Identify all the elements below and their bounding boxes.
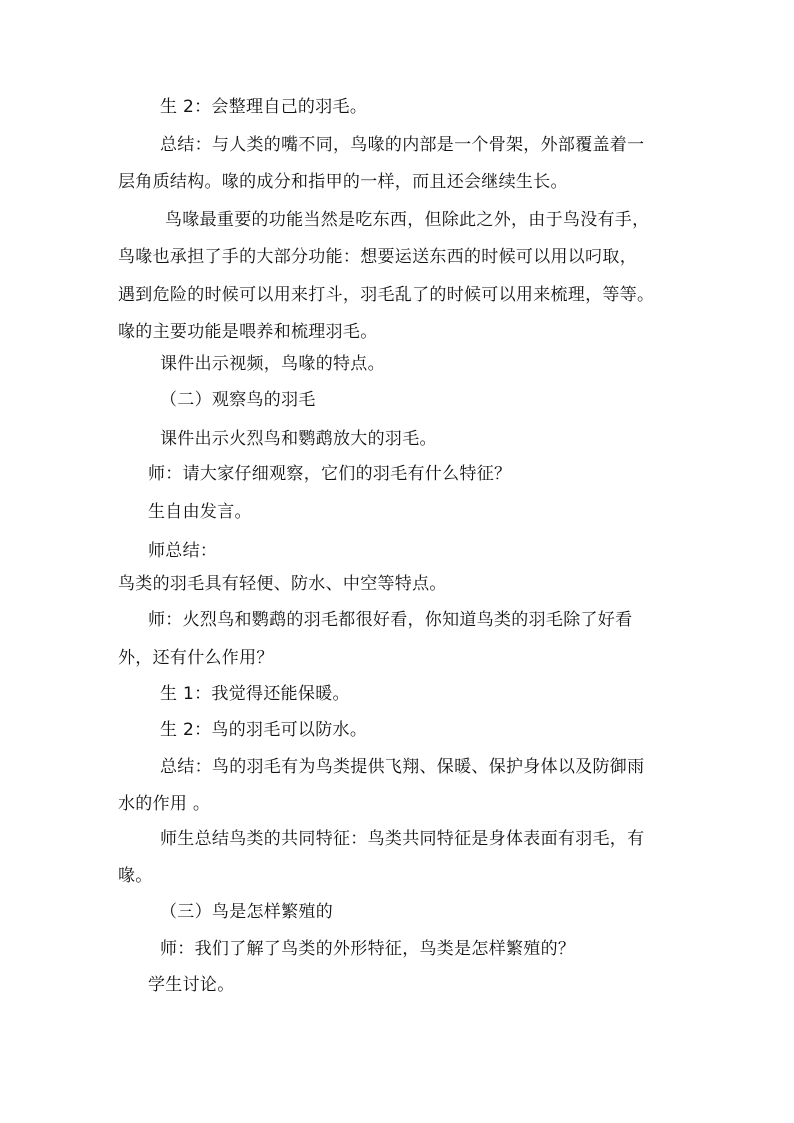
paragraph-line: 鸟喙也承担了手的大部分功能：想要运送东西的时候可以用以叼取， [118,247,637,267]
paragraph-line: 生自由发言。 [148,502,252,522]
paragraph-line: 遇到危险的时候可以用来打斗，羽毛乱了的时候可以用来梳理，等等。 [118,285,655,305]
paragraph-line: 生 2：会整理自己的羽毛。 [160,97,368,117]
paragraph-line: 生 1：我觉得还能保暖。 [160,684,350,704]
paragraph-line: 喙。 [118,866,153,886]
paragraph-line: 水的作用 。 [118,794,211,814]
paragraph-line: 课件出示视频，鸟喙的特点。 [160,354,385,374]
paragraph-line: 喙的主要功能是喂养和梳理羽毛。 [118,322,378,342]
section-heading: （三）鸟是怎样繁殖的 [160,902,333,922]
paragraph-line: 鸟喙最重要的功能当然是吃东西，但除此之外，由于鸟没有手， [165,210,650,230]
paragraph-line: 总结：与人类的嘴不同，鸟喙的内部是一个骨架，外部覆盖着一 [160,135,645,155]
paragraph-line: 师：火烈鸟和鹦鹉的羽毛都很好看，你知道鸟类的羽毛除了好看 [148,610,633,630]
paragraph-line: 学生讨论。 [148,975,235,995]
paragraph-line: 师生总结鸟类的共同特征：鸟类共同特征是身体表面有羽毛，有 [160,829,645,849]
paragraph-line: 课件出示火烈鸟和鹦鹉放大的羽毛。 [160,429,437,449]
paragraph-line: 总结：鸟的羽毛有为鸟类提供飞翔、保暖、保护身体以及防御雨 [160,757,645,777]
paragraph-line: 师：请大家仔细观察，它们的羽毛有什么特征？ [148,464,512,484]
paragraph-line: 层角质结构。喙的成分和指甲的一样，而且还会继续生长。 [118,172,568,192]
paragraph-line: 师：我们了解了鸟类的外形特征，鸟类是怎样繁殖的？ [160,939,576,959]
paragraph-line: 鸟类的羽毛具有轻便、防水、中空等特点。 [118,574,447,594]
paragraph-line: 师总结： [148,541,218,561]
paragraph-line: 生 2：鸟的羽毛可以防水。 [160,720,368,740]
section-heading: （二）观察鸟的羽毛 [160,390,316,410]
paragraph-line: 外，还有什么作用？ [118,648,274,668]
